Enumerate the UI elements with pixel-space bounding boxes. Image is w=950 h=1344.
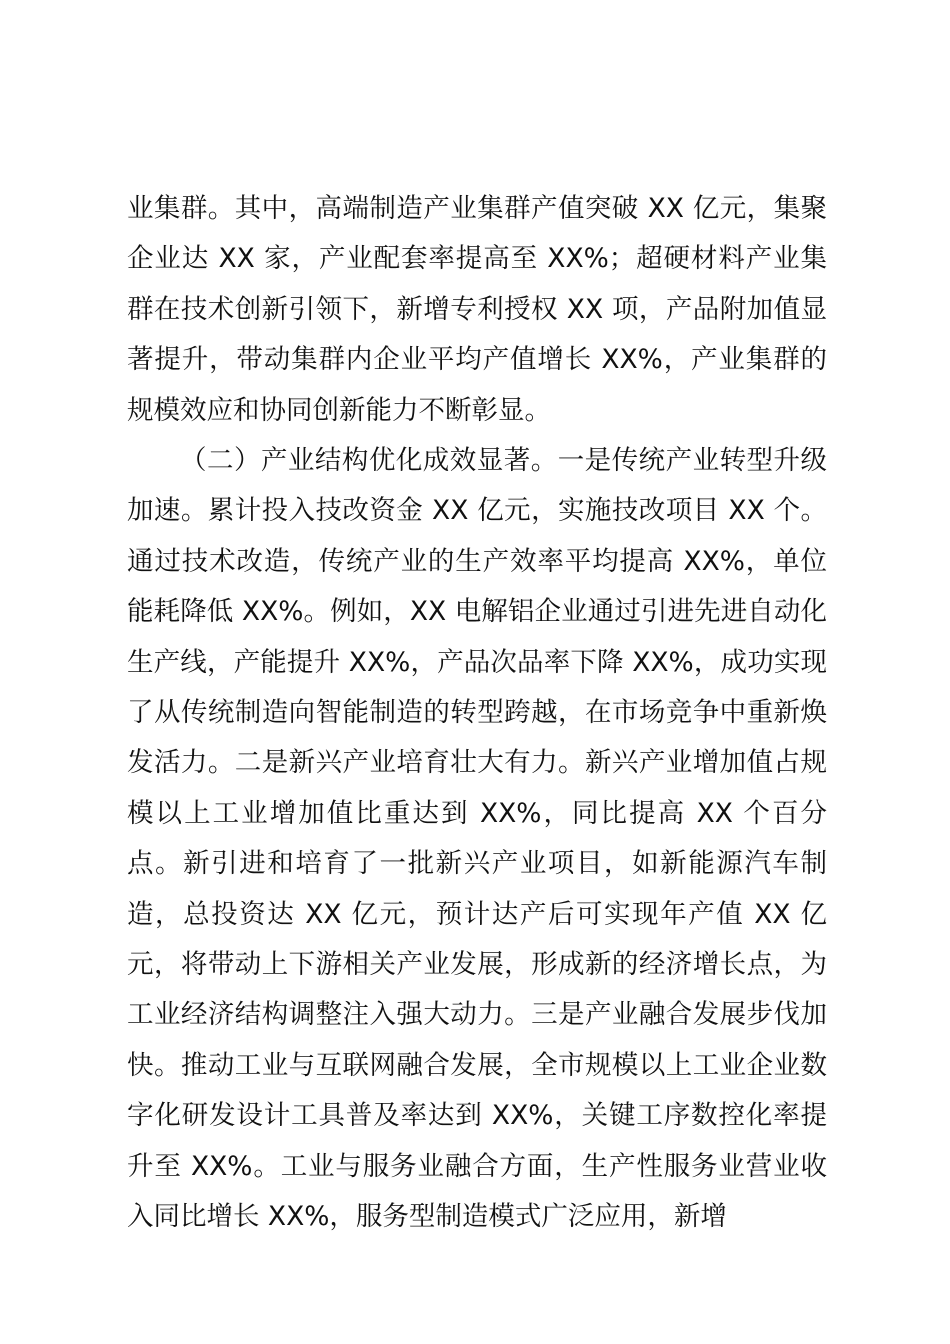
body-paragraph-continuation: 业集群。其中，高端制造产业集群产值突破 XX 亿元，集聚企业达 XX 家，产业配套率提高至 XX%；超硬材料产业集群在技术创新引领下，新增专利授权 XX 项，产品附加值显著提升，带动集群内企业平均产值增长 XX%，产业集群的规模效应和协同创新能力不断彰显。 <box>127 193 827 426</box>
body-paragraph-industrial-structure: （二）产业结构优化成效显著。一是传统产业转型升级加速。累计投入技改资金 XX 亿元，实施技改项目 XX 个。通过技术改造，传统产业的生产效率平均提高 XX%，单位能耗降低 XX%。例如，XX 电解铝企业通过引进先进自动化生产线，产能提升 XX%，产品次品率下降 XX%，成功实现了从传统制造向智能制造的转型跨越，在市场竞争中重新焕发活力。二是新兴产业培育壮大有力。新兴产业增加值占规模以上工业增加值比重达到 XX%，同比提高 XX 个百分点。新引进和培育了一批新兴产业项目，如新能源汽车制造，总投资达 XX 亿元，预计达产后可实现年产值 XX 亿元，将带动上下游相关产业发展，形成新的经济增长点，为工业经济结构调整注入强大动力。三是产业融合发展步伐加快。推动工业与互联网融合发展，全市规模以上工业企业数字化研发设计工具普及率达到 XX%，关键工序数控化率提升至 XX%。工业与服务业融合方面，生产性服务业营业收入同比增长 XX%，服务型制造模式广泛应用，新增 <box>127 445 827 1233</box>
